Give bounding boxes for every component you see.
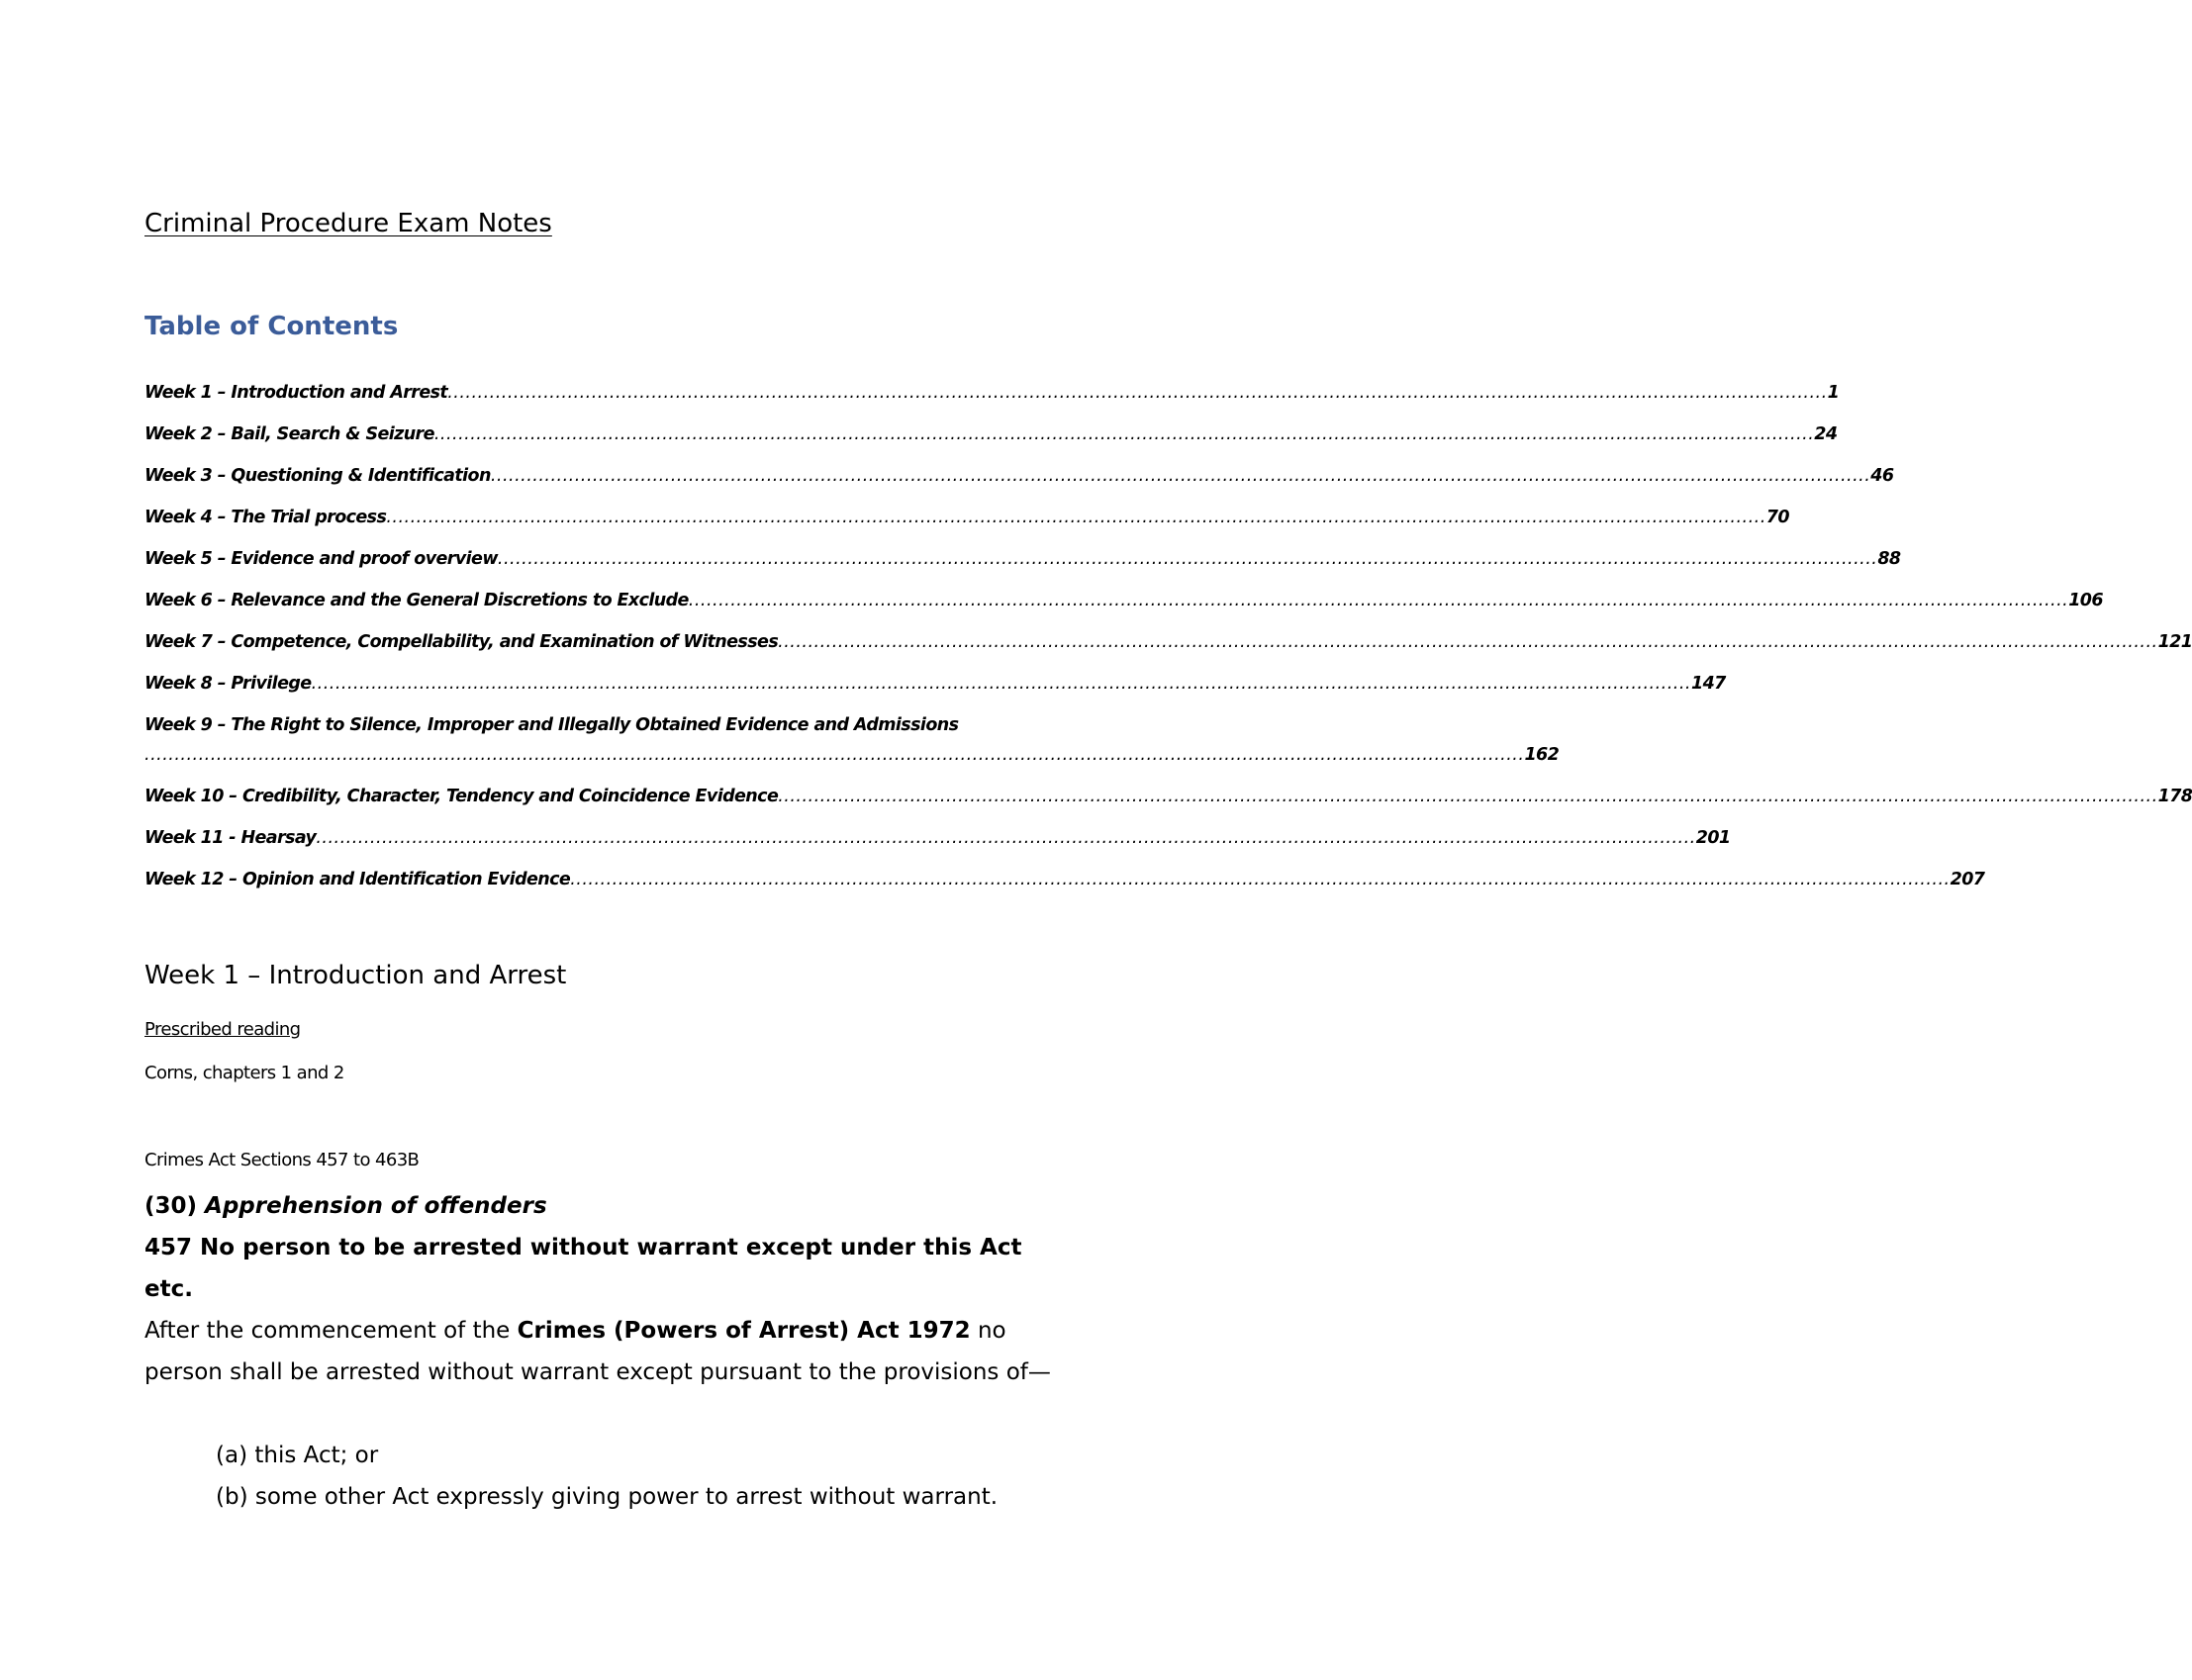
toc-leader: ...................................................................................................................................................................................................................................... [778, 632, 2158, 652]
part-heading [144, 1185, 547, 1227]
toc-leader: ...................................................................................................................................................................................................................................... [497, 549, 1878, 569]
toc-entry-week-2[interactable] [144, 414, 1838, 455]
section-457-heading: 457 No person to be arrested without warrant except under this Act etc. [144, 1235, 1022, 1302]
toc-page-number: 24 [1814, 424, 1838, 444]
toc-page-number: 201 [1695, 828, 1731, 848]
toc-entry-text: Week 10 – Credibility, Character, Tendency and Coincidence Evidence [144, 787, 779, 806]
list-item-b: (b) some other Act expressly giving power to arrest without warrant. [216, 1484, 999, 1510]
toc-entry-week-4[interactable] [144, 497, 1789, 538]
toc-leader: ...................................................................................................................................................................................................................................... [688, 591, 2069, 610]
prescribed-reading-label: Prescribed reading [144, 1019, 301, 1040]
toc-leader: ...................................................................................................................................................................................................................................... [570, 870, 1951, 889]
toc-entry-week-12[interactable] [144, 859, 1985, 900]
toc-entry-week-8[interactable] [144, 663, 1726, 704]
toc-entry-week-9[interactable] [144, 704, 1560, 776]
toc-entry-week-5[interactable] [144, 538, 1901, 580]
toc-leader: ...................................................................................................................................................................................................................................... [447, 383, 1828, 403]
toc-entry-week-11[interactable] [144, 817, 1731, 859]
list-item-a: (a) this Act; or [216, 1443, 379, 1468]
toc-entry-week-6[interactable] [144, 580, 2103, 621]
toc-page-number: 70 [1765, 508, 1789, 527]
body-text-suffix: no person shall be arrested without warrant except pursuant to the provisions of— [144, 1318, 1051, 1385]
part-title: Apprehension of offenders [205, 1193, 547, 1219]
toc-page-number: 1 [1827, 383, 1840, 403]
toc-page-number: 178 [2157, 787, 2192, 806]
toc-leader: ...................................................................................................................................................................................................................................... [316, 828, 1696, 848]
prescribed-reading-text: Corns, chapters 1 and 2 [144, 1063, 344, 1083]
toc-entry-text: Week 1 – Introduction and Arrest [144, 383, 448, 403]
toc-entry-week-1[interactable] [144, 372, 1840, 414]
toc-entry-week-7[interactable] [144, 621, 2192, 663]
toc-page-number: 207 [1950, 870, 1985, 889]
week-1-heading: Week 1 – Introduction and Arrest [144, 961, 567, 990]
toc-entry-text: Week 4 – The Trial process [144, 508, 387, 527]
toc-entry-text: Week 12 – Opinion and Identification Evidence [144, 870, 571, 889]
part-number: (30) [144, 1193, 198, 1219]
toc-page-number: 147 [1691, 674, 1726, 694]
toc-leader: ...................................................................................................................................................................................................................................... [490, 466, 1871, 486]
toc-page-number: 106 [2068, 591, 2103, 610]
toc-leader: ...................................................................................................................................................................................................................................... [433, 424, 1815, 444]
toc-page-number: 88 [1877, 549, 1901, 569]
toc-heading: Table of Contents [144, 312, 399, 341]
toc-entry-text: Week 11 - Hearsay [144, 828, 317, 848]
toc-leader: ...................................................................................................................................................................................................................................... [778, 787, 2158, 806]
toc-page-number: 46 [1870, 466, 1894, 486]
toc-entry-text: Week 5 – Evidence and proof overview [144, 549, 498, 569]
act-reference: Crimes Act Sections 457 to 463B [144, 1150, 420, 1170]
toc-leader: ...................................................................................................................................................................................................................................... [144, 745, 1525, 765]
toc-entry-text: Week 2 – Bail, Search & Seizure [144, 424, 434, 444]
toc-page-number: 121 [2157, 632, 2192, 652]
toc-entry-text: Week 3 – Questioning & Identification [144, 466, 491, 486]
toc-entry-text: Week 7 – Competence, Compellability, and Examination of Witnesses [144, 632, 779, 652]
toc-entry-text: Week 8 – Privilege [144, 674, 312, 694]
document-title: Criminal Procedure Exam Notes [144, 209, 552, 238]
toc-entry-continuation [144, 740, 1560, 770]
toc-entry-week-10[interactable] [144, 776, 2192, 817]
section-457-body [144, 1310, 1055, 1393]
toc-entry-week-3[interactable] [144, 455, 1894, 497]
toc-leader: ...................................................................................................................................................................................................................................... [311, 674, 1691, 694]
toc-leader: ...................................................................................................................................................................................................................................... [386, 508, 1766, 527]
toc-page-number: 162 [1524, 745, 1560, 765]
table-of-contents [144, 372, 2192, 900]
toc-entry-text: Week 9 – The Right to Silence, Improper and Illegally Obtained Evidence and Admissions [144, 715, 959, 735]
body-text-prefix: After the commencement of the [144, 1318, 518, 1344]
toc-entry-text: Week 6 – Relevance and the General Discretions to Exclude [144, 591, 689, 610]
act-name: Crimes (Powers of Arrest) Act 1972 [517, 1318, 971, 1344]
